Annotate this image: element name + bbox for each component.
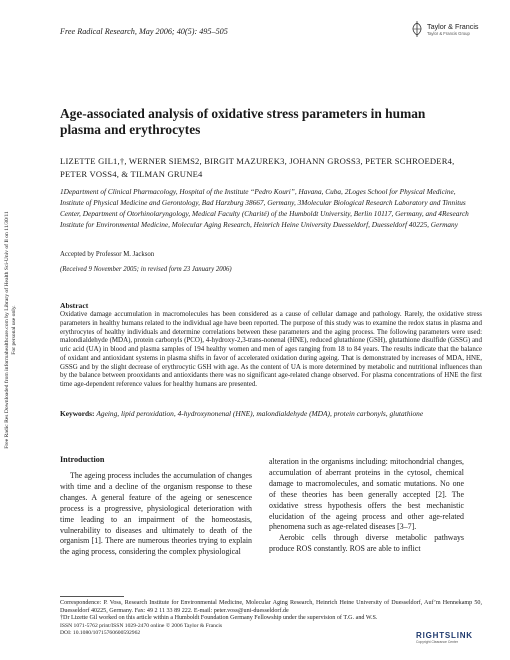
intro-paragraph-1-cont: alteration in the organisms including: mitochondrial changes, accumulation of aberrant proteins in the cytosol, chemical damage to macromolecules, and somatic mutations. No one of these theories has been generally accepted [2]. The oxidative stress hypothesis offers the best mechanistic elucidation of the ageing process and other age-related phenomena such as age-related diseases [3–7]. <box>269 457 464 532</box>
abstract-heading: Abstract <box>60 301 89 310</box>
article-title: Age-associated analysis of oxidative stress parameters in human plasma and erythrocytes <box>60 106 426 137</box>
publisher-group: Taylor & Francis Group <box>427 31 470 36</box>
footnotes <box>60 600 482 623</box>
abstract-text: Oxidative damage accumulation in macromolecules has been considered as a cause of cellular damage and pathology. Rarely, the oxidative stress parameters in healthy humans related to the individual age have been reported. The purpose of this study was to examine the redox status in plasma and erythrocytes of healthy individuals and determine correlations between these parameters and the aging process. The following parameters were used: malondialdehyde (MDA), protein carbonyls (PCO), 4-hydroxy-2,3-trans-nonenal (HNE), reduced glutathione (GSH), glutathione disulfide (GSSG) and uric acid (UA) in blood and plasma samples of 194 healthy women and men of ages ranging from 18 to 84 years. The results indicate that the balance of oxidant and antioxidant systems in plasma shifts in favor of accelerated oxidation during ageing. That is demonstrated by increases of MDA, HNE, GSSG and by the slight decrease of erythrocytic GSH with age. As the content of UA is more determined by metabolic and nutritional influences than by the balance between prooxidants and antioxidants there was no significant age-related change observed. For plasma concentrations of HNE the first time age-dependent reference values for healthy humans are presented. <box>60 310 482 388</box>
fellowship-note: †Dr Lizette Gil worked on this article within a Humboldt Foundation Germany Fellowship under the supervision of T.G. and W.S. <box>60 615 378 622</box>
keywords-label: Keywords: <box>60 409 95 418</box>
rightslink-sub: Copyright Clearance Center <box>416 640 459 644</box>
download-stamp-line2: For personal use only. <box>11 305 17 355</box>
publisher-name: Taylor & Francis <box>427 22 479 31</box>
introduction-heading: Introduction <box>60 455 105 464</box>
publisher-logo[interactable] <box>410 20 480 40</box>
download-stamp <box>0 150 22 510</box>
issn-line: ISSN 1071-5762 print/ISSN 1029-2470 online © 2006 Taylor & Francis <box>60 623 223 629</box>
keywords <box>60 409 482 419</box>
received-dates: (Received 9 November 2005; in revised form 23 January 2006) <box>60 266 232 273</box>
journal-citation: Free Radical Research, May 2006; 40(5): 495–505 <box>60 27 228 36</box>
taylor-francis-logo-icon <box>410 20 424 38</box>
footnote-rule <box>60 596 124 597</box>
doi-line: DOI: 10.1080/10715760600592962 <box>60 630 141 637</box>
rightslink-label: RIGHTSLINK <box>416 631 473 640</box>
keywords-text: Ageing, lipid peroxidation, 4-hydroxynonenal (HNE), malondialdehyde (MDA), protein carbonyls, glutathione <box>96 409 424 418</box>
download-stamp-line1: Free Radic Res Downloaded from informahealthcare.com by Library of Health Sci-Univ of Il on 11/30/11 <box>4 211 10 449</box>
body-column-left <box>60 471 252 558</box>
issn-doi <box>60 623 360 637</box>
author-list: LIZETTE GIL1,†, WERNER SIEMS2, BIRGIT MAZUREK3, JOHANN GROSS3, PETER SCHROEDER4, PETER VOSS4, & TILMAN GRUNE4 <box>60 156 455 179</box>
affiliations: 1Department of Clinical Pharmacology, Hospital of the Institute “Pedro Kouri”, Havana, Cuba, 2Loges School for Physical Medicine, Institute of Physical Medicine and Gerontology, Bad Harzburg 38667, Germany, 3Molecular Biological Research Laboratory and Tinnitus Center, Department of Otorhinolaryngology, Medical Faculty (Charité) of the Humboldt University, Berlin 10117, Germany, and 4Research Institute for Environmental Medicine, Molecular Aging Research, Heinrich Heine University Duesseldorf, Duesseldorf 40225, Germany <box>60 187 469 229</box>
correspondence-note: Correspondence: P. Voss, Research Institute for Environmental Medicine, Molecular Aging Research, Heinrich Heine University of Duesseldorf, Auf’m Hennekamp 50, Duesseldorf 40225, Germany. Fax: 49 2 11 33 89 222. E-mail: peter.voss@uni-duesseldorf.de <box>60 600 482 614</box>
accepted-by: Accepted by Professor M. Jackson <box>60 251 155 258</box>
body-column-right <box>269 457 464 555</box>
rightslink-badge[interactable] <box>416 630 486 644</box>
intro-paragraph-1: The ageing process includes the accumulation of changes with time and a decline of the organism response to these changes. A general feature of the ageing or senescence process is a progressive, physiological deterioration with time leading to an impairment of the homeostasis, vulnerability to diseases and ultimately to death of the organism [1]. There are numerous theories trying to explain the aging process, considering the complex physiological <box>60 471 252 557</box>
intro-paragraph-2: Aerobic cells through diverse metabolic pathways produce ROS constantly. ROS are able to inflict <box>269 533 464 554</box>
